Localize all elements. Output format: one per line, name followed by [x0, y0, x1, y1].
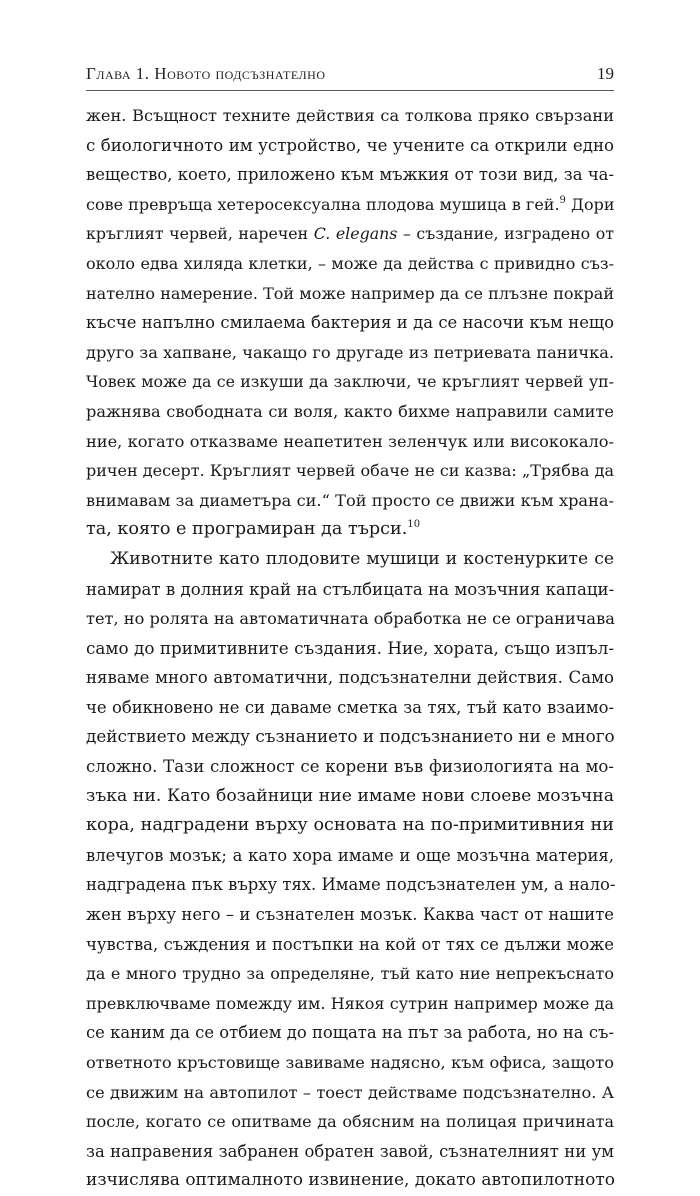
text-line: се каним да се отбием до пощата на път за работа, но на съ- — [86, 1023, 614, 1043]
text-line: се движим на автопилот – тоест действаме подсъзнателно. А — [86, 1082, 614, 1102]
text-line: вещество, което, приложено към мъжкия от този вид, за ча- — [86, 165, 614, 185]
text-line: Животните като плодовите мушици и костенурките се — [110, 548, 614, 569]
text-line: късче напълно смилаема бактерия и да се насочи към нещо — [86, 313, 614, 333]
text-line: тет, но ролята на автоматичната обработка не се ограничава — [86, 609, 615, 629]
text-line: жен. Всъщност техните действия са толкова пряко свързани — [86, 106, 614, 125]
text-line: нателно намерение. Той може например да се плъзне покрай — [86, 283, 614, 303]
text-line: надградена пък върху тях. Имаме подсъзнателен ум, а нало- — [86, 875, 616, 895]
text-line: друго за хапване, чакащо го другаде из петриевата паничка. — [86, 342, 614, 362]
text-line: с биологичното им устройство, че учените са открили едно — [86, 135, 614, 155]
text-line: изчислява оптималното извинение, докато автопилотното — [86, 1170, 615, 1191]
body-text — [86, 101, 614, 1196]
running-header — [86, 62, 614, 91]
text-line: жен върху него – и съзнателен мозък. Каква част от нашите — [86, 905, 614, 925]
text-line: чувства, съждения и постъпки на кой от тях се дължи може — [86, 934, 614, 954]
text-segment: кръглият червей, наречен — [86, 224, 309, 244]
text-line: няваме много автоматични, подсъзнателни действия. Само — [86, 668, 614, 688]
text-line: че обикновено не си даваме сметка за тях, тъй като взаимо- — [86, 697, 614, 717]
text-line: намират в долния край на стълбицата на мозъчния капаци- — [86, 579, 615, 599]
page-number: 19 — [597, 64, 614, 83]
species-name: C. elegans — [313, 224, 398, 244]
text-line: влечугов мозък; а като хора имаме и още мозъчна материя, — [86, 845, 614, 865]
text-line: действието между съзнанието и подсъзнанието ни е много — [86, 726, 615, 747]
text-line: после, когато се опитваме да обясним на полицая причината — [86, 1112, 614, 1132]
text-line: Човек може да се изкуши да заключи, че кръглият червей уп- — [86, 372, 614, 392]
running-title: Глава 1. Новото подсъзнателно — [86, 64, 326, 83]
text-segment: сове превръща хетеросексуална плодова мушица в гей. — [86, 194, 560, 214]
text-line: кора, надградени върху основата на по-примитивния ни — [86, 815, 614, 836]
text-line: внимавам за диаметъра си.“ Той просто се движи към храна- — [86, 490, 614, 510]
text-line: ответното кръстовище завиваме надясно, към офиса, защото — [86, 1053, 614, 1072]
footnote-ref-10[interactable]: 10 — [407, 519, 421, 531]
text-line: превключваме помежду им. Някоя сутрин например може да — [86, 993, 614, 1013]
text-line: ричен десерт. Кръглият червей обаче не си казва: „Трябва да — [86, 461, 614, 481]
text-line — [86, 219, 614, 249]
text-line: за направения забранен обратен завой, съзнателният ни ум — [86, 1141, 614, 1161]
text-segment: – създание, изградено от — [402, 224, 614, 244]
text-line: зъка ни. Като бозайници ние имаме нови слоеве мозъчна — [86, 785, 614, 806]
text-line: сложно. Тази сложност се корени във физиологията на мо- — [86, 757, 614, 777]
text-line: ние, когато отказваме неапетитен зеленчук или висококало- — [86, 431, 614, 451]
text-line — [86, 190, 614, 220]
text-line: около едва хиляда клетки, – може да действа с привидно съз- — [86, 253, 614, 273]
text-line: само до примитивните създания. Ние, хората, също изпъл- — [86, 637, 614, 658]
text-segment: та, която е програмиран да търси. — [86, 519, 408, 540]
text-line: да е много трудно за определяне, тъй като ние непрекъснато — [86, 964, 614, 984]
text-line: ражнява свободната си воля, както бихме направили самите — [86, 401, 614, 421]
text-line — [86, 515, 614, 545]
footnote-ref-9[interactable]: 9 — [559, 194, 566, 206]
text-segment: Дори — [571, 194, 615, 214]
